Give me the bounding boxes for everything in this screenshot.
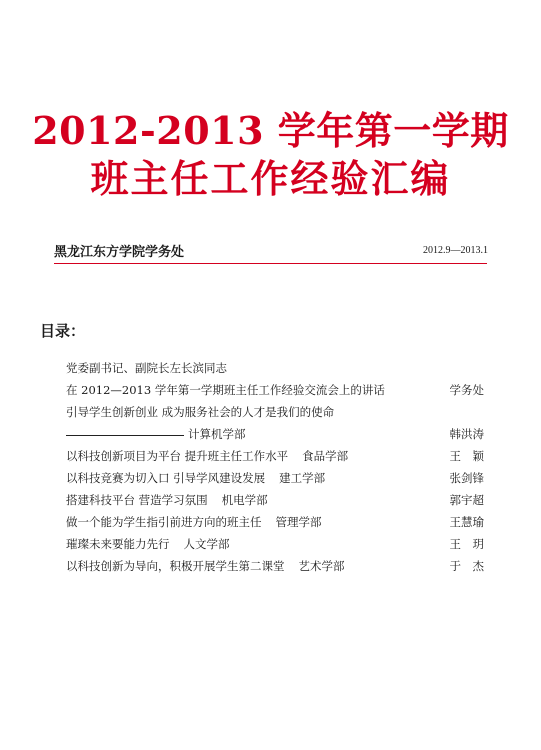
toc-entry[interactable] [66, 533, 490, 555]
toc-entry-title: 搭建科技平台 营造学习氛围 [66, 493, 208, 507]
toc-entry-author: 王慧瑜 [449, 515, 484, 529]
toc-entry-author: 王 颖 [449, 449, 484, 463]
toc-entry-title: 以科技创新为导向，积极开展学生第二课堂 [66, 559, 285, 573]
toc-entry[interactable] [66, 467, 490, 489]
toc-entry[interactable] [66, 379, 490, 401]
toc-entry-title: 做一个能为学生指引前进方向的班主任 [66, 515, 262, 529]
toc-entry-dept: 人文学部 [183, 537, 230, 551]
continuation-dash [66, 435, 184, 436]
toc-entry[interactable] [66, 555, 490, 577]
toc-entry[interactable] [66, 489, 490, 511]
date-range: 2012.9—2013.1 [423, 245, 488, 256]
toc-entry-dept: 机电学部 [221, 493, 268, 507]
toc-entry-author: 郭宇超 [449, 493, 484, 507]
toc-entry[interactable] [66, 423, 490, 445]
toc-entry-author: 张剑锋 [449, 471, 484, 485]
toc-entry[interactable] [66, 357, 490, 379]
toc-entry-title: 在 2012—2013 学年第一学期班主任工作经验交流会上的讲话 [66, 383, 385, 397]
toc-entry-title: 璀璨未来要能力先行 [66, 537, 170, 551]
toc-entry[interactable] [66, 511, 490, 533]
toc-entry-title: 党委副书记、副院长左长滨同志 [66, 361, 227, 375]
toc-entry-dept: 艺术学部 [298, 559, 345, 573]
toc-entry-author: 韩洪涛 [449, 427, 484, 441]
header-divider [54, 263, 487, 264]
toc-entry-author: 王 玥 [449, 537, 484, 551]
toc-entry-dept: 建工学部 [279, 471, 326, 485]
toc-entry-title: 引导学生创新创业 成为服务社会的人才是我们的使命 [66, 405, 335, 419]
toc-entry-dept: 计算机学部 [188, 427, 246, 441]
toc-entry-author: 于 杰 [449, 559, 484, 573]
toc-entry[interactable] [66, 445, 490, 467]
doc-title-line2: 班主任工作经验汇编 [90, 156, 451, 201]
toc-entry-title: 以科技创新项目为平台 提升班主任工作水平 [66, 449, 289, 463]
toc-entry-dept: 管理学部 [275, 515, 322, 529]
issuing-office: 黑龙江东方学院学务处 [54, 245, 185, 260]
toc-entry-title: 以科技竞赛为切入口 引导学风建设发展 [66, 471, 266, 485]
toc-entry-author: 学务处 [449, 383, 484, 397]
toc-entry-dept: 食品学部 [302, 449, 349, 463]
doc-title-line1: 2012-2013 学年第一学期 [32, 108, 509, 153]
toc-entry[interactable] [66, 401, 490, 423]
toc-heading: 目录： [40, 322, 86, 340]
table-of-contents [66, 357, 490, 577]
